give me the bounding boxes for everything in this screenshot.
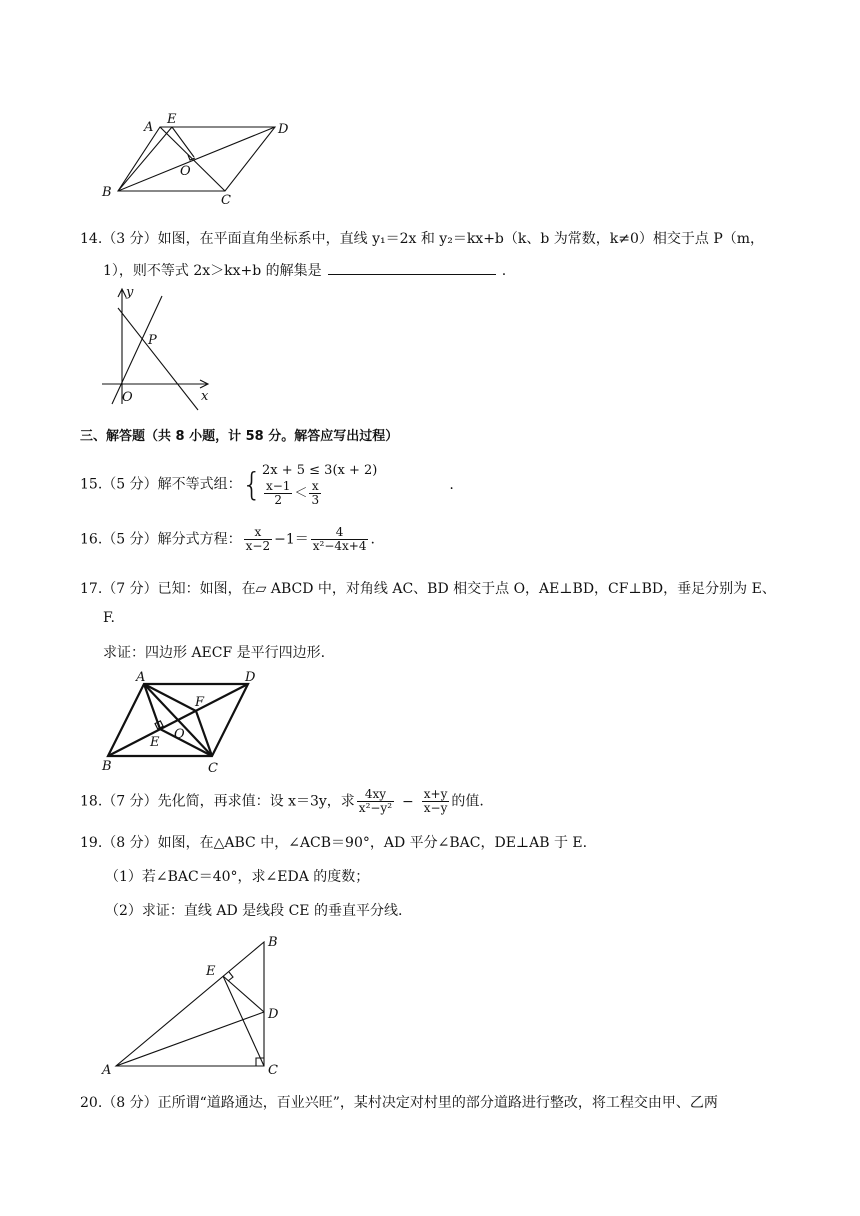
q19-part2: （2）求证：直线 AD 是线段 CE 的垂直平分线. — [105, 903, 403, 919]
q16-middle: −1＝ — [274, 531, 309, 548]
label-D: D — [245, 670, 256, 685]
figure-q13-parallelogram — [102, 112, 310, 208]
fraction-right — [311, 526, 369, 553]
q20-line1: 20.（8 分）正所谓“道路通达，百业兴旺”，某村决定对村里的部分道路进行整改，将工程交由甲、乙两 — [80, 1095, 718, 1111]
section-heading: 三、解答题（共 8 小题，计 58 分。解答应写出过程） — [80, 429, 399, 444]
label-B: B — [268, 935, 278, 950]
label-A: A — [102, 1063, 112, 1078]
q14-line2-text: 1），则不等式 2x＞kx+b 的解集是 — [103, 263, 322, 279]
q15 — [80, 462, 454, 507]
answer-blank — [328, 260, 496, 275]
q16 — [80, 526, 375, 553]
label-D: D — [268, 1007, 279, 1022]
q16-end: . — [370, 531, 375, 548]
fraction-denominator: x−y — [423, 801, 448, 815]
fraction-numerator: x — [309, 480, 321, 494]
fraction-left — [244, 526, 272, 553]
q14-line2-end: . — [501, 263, 507, 279]
operator: ＜ — [294, 486, 308, 501]
label-C: C — [208, 761, 218, 776]
figure-q17-parallelogram — [98, 668, 268, 774]
minus-sign: − — [402, 793, 414, 810]
axis-label-x: x — [201, 389, 209, 404]
fraction-denominator: x²−y² — [358, 801, 393, 815]
label-A: A — [144, 120, 154, 135]
fraction-lhs — [264, 480, 292, 507]
fraction-numerator: x — [244, 526, 272, 540]
q17-line1: 17.（7 分）已知：如图，在▱ ABCD 中，对角线 AC、BD 相交于点 O，AE⊥BD，CF⊥BD，垂足分别为 E、 — [80, 581, 776, 597]
inequality-system — [262, 462, 377, 507]
label-B: B — [102, 185, 112, 200]
fraction-denominator: 2 — [274, 493, 283, 507]
label-A: A — [136, 670, 146, 685]
q15-end: . — [449, 476, 454, 493]
label-B: B — [102, 759, 112, 774]
q16-prefix: 16.（5 分）解分式方程： — [80, 531, 242, 548]
q14-line2 — [103, 260, 506, 280]
q17-line2: F. — [103, 610, 115, 626]
label-F: F — [195, 695, 205, 710]
inequality-2 — [262, 480, 377, 507]
system-brace: { — [241, 465, 262, 504]
label-C: C — [221, 193, 231, 208]
fraction-denominator: x²−4x+4 — [312, 539, 367, 553]
fraction-rhs — [309, 480, 321, 507]
figure-q14-graph — [98, 284, 218, 408]
fraction-denominator: 3 — [311, 493, 320, 507]
label-C: C — [268, 1063, 278, 1078]
fraction-denominator: x−2 — [245, 539, 271, 553]
q14-line1: 14.（3 分）如图，在平面直角坐标系中，直线 y₁＝2x 和 y₂＝kx+b（k、b 为常数，k≠0）相交于点 P（m， — [80, 231, 765, 247]
axis-label-y: y — [126, 285, 134, 300]
q19-line1: 19.（8 分）如图，在△ABC 中，∠ACB＝90°，AD 平分∠BAC，DE⊥AB 于 E. — [80, 835, 588, 851]
label-D: D — [278, 122, 289, 137]
q19-part1: （1）若∠BAC＝40°，求∠EDA 的度数； — [105, 869, 370, 885]
q17-line3: 求证：四边形 AECF 是平行四边形. — [103, 645, 326, 661]
fraction-numerator: 4 — [311, 526, 369, 540]
label-E: E — [150, 735, 160, 750]
label-origin: O — [122, 390, 133, 405]
inequality-1: 2x + 5 ≤ 3(x + 2) — [261, 463, 378, 478]
fraction-b — [422, 788, 450, 815]
fraction-a — [357, 788, 394, 815]
label-O: O — [174, 727, 185, 742]
q18 — [80, 788, 484, 815]
q15-prefix: 15.（5 分）解不等式组： — [80, 476, 242, 493]
q18-end: 的值. — [451, 793, 484, 810]
fraction-numerator: x+y — [423, 787, 448, 801]
label-E: E — [206, 964, 216, 979]
fraction-numerator: x−1 — [265, 479, 291, 493]
figure-q19-triangle — [96, 930, 296, 1076]
label-P: P — [148, 333, 157, 348]
q18-prefix: 18.（7 分）先化简，再求值：设 x＝3y，求 — [80, 793, 355, 810]
label-E: E — [167, 112, 177, 127]
label-O: O — [180, 164, 191, 179]
fraction-numerator: 4xy — [357, 788, 394, 802]
